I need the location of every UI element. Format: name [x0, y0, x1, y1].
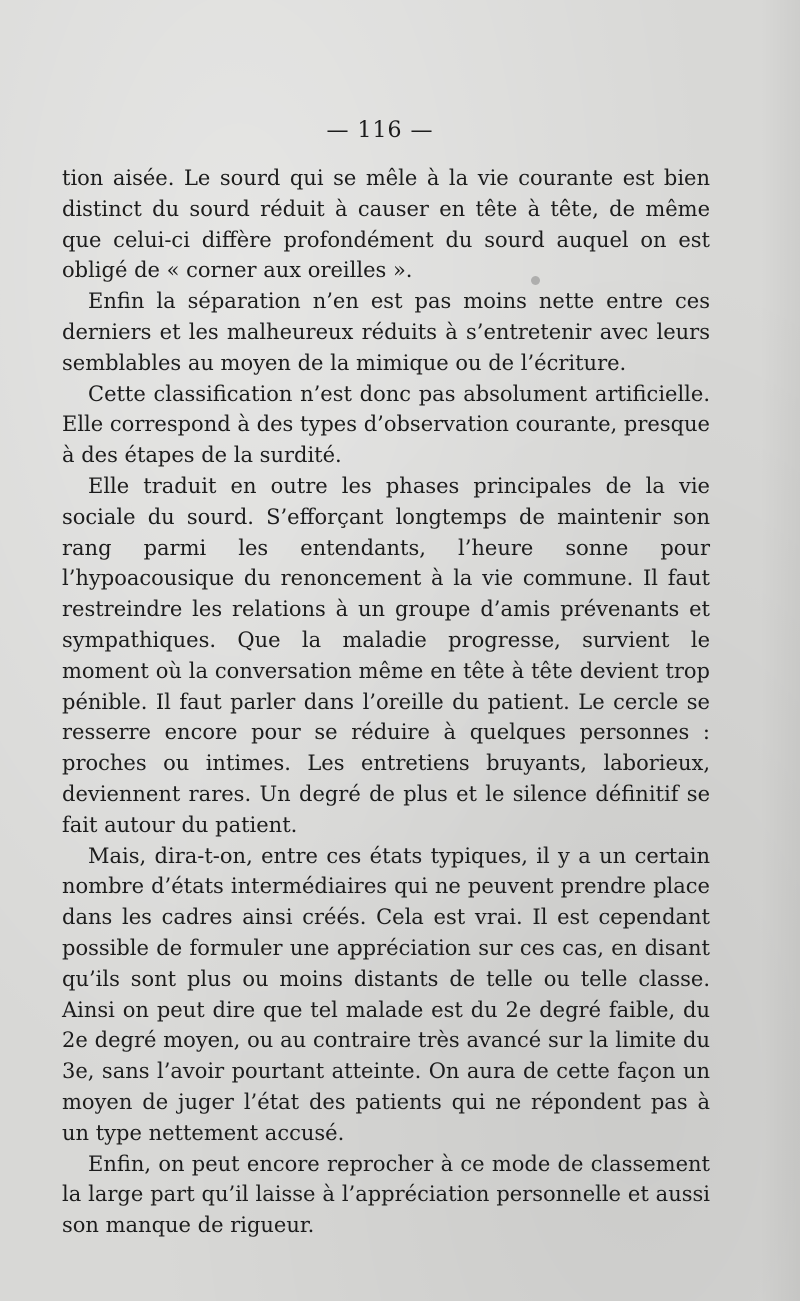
paragraph: Enfin la séparation n’en est pas moins nette entre ces derniers et les malheureux réduits à s’entretenir avec leurs semblables au moyen de la mimique ou de l’écriture. — [62, 289, 710, 375]
page-number: — 116 — — [326, 118, 434, 143]
paragraph: Mais, dira-t-on, entre ces états typiques, il y a un certain nombre d’états intermédiaires qui ne peuvent prendre place dans les cadres ainsi créés. Cela est vrai. Il est cependant possible de formuler une appréciation sur ces cas, en disant qu’ils sont plus ou moins distants de telle ou telle classe. Ainsi on peut dire que tel malade est du 2e degré faible, du 2e degré moyen, ou au contraire très avancé sur la limite du 3e, sans l’avoir pourtant atteinte. On aura de cette façon un moyen de juger l’état des patients qui ne répondent pas à un type nettement accusé. — [62, 843, 710, 1145]
page-edge-shadow — [760, 0, 800, 1301]
paragraph: tion aisée. Le sourd qui se mêle à la vie courante est bien distinct du sourd réduit à causer en tête à tête, de même que celui-ci diffère profondément du sourd auquel on est obligé de « corner aux oreilles ». — [62, 166, 710, 283]
paragraph: Elle traduit en outre les phases principales de la vie sociale du sourd. S’efforçant longtemps de maintenir son rang parmi les entendants, l’heure sonne pour l’hypoacousique du renoncement à la vie commune. Il faut restreindre les relations à un groupe d’amis prévenants et sympathiques. Que la maladie progresse, survient le moment où la conversation même en tête à tête devient trop pénible. Il faut parler dans l’oreille du patient. Le cercle se resserre encore pour se réduire à quelques personnes : proches ou intimes. Les entretiens bruyants, laborieux, deviennent rares. Un degré de plus et le silence définitif se fait autour du patient. — [62, 473, 710, 837]
paragraph: Cette classification n’est donc pas absolument artificielle. Elle correspond à des types d’observation courante, presque à des étapes de la surdité. — [62, 381, 710, 468]
paragraph: Enfin, on peut encore reprocher à ce mode de classement la large part qu’il laisse à l’appréciation personnelle et aussi son manque de rigueur. — [62, 1151, 710, 1238]
body-text — [62, 163, 710, 1241]
